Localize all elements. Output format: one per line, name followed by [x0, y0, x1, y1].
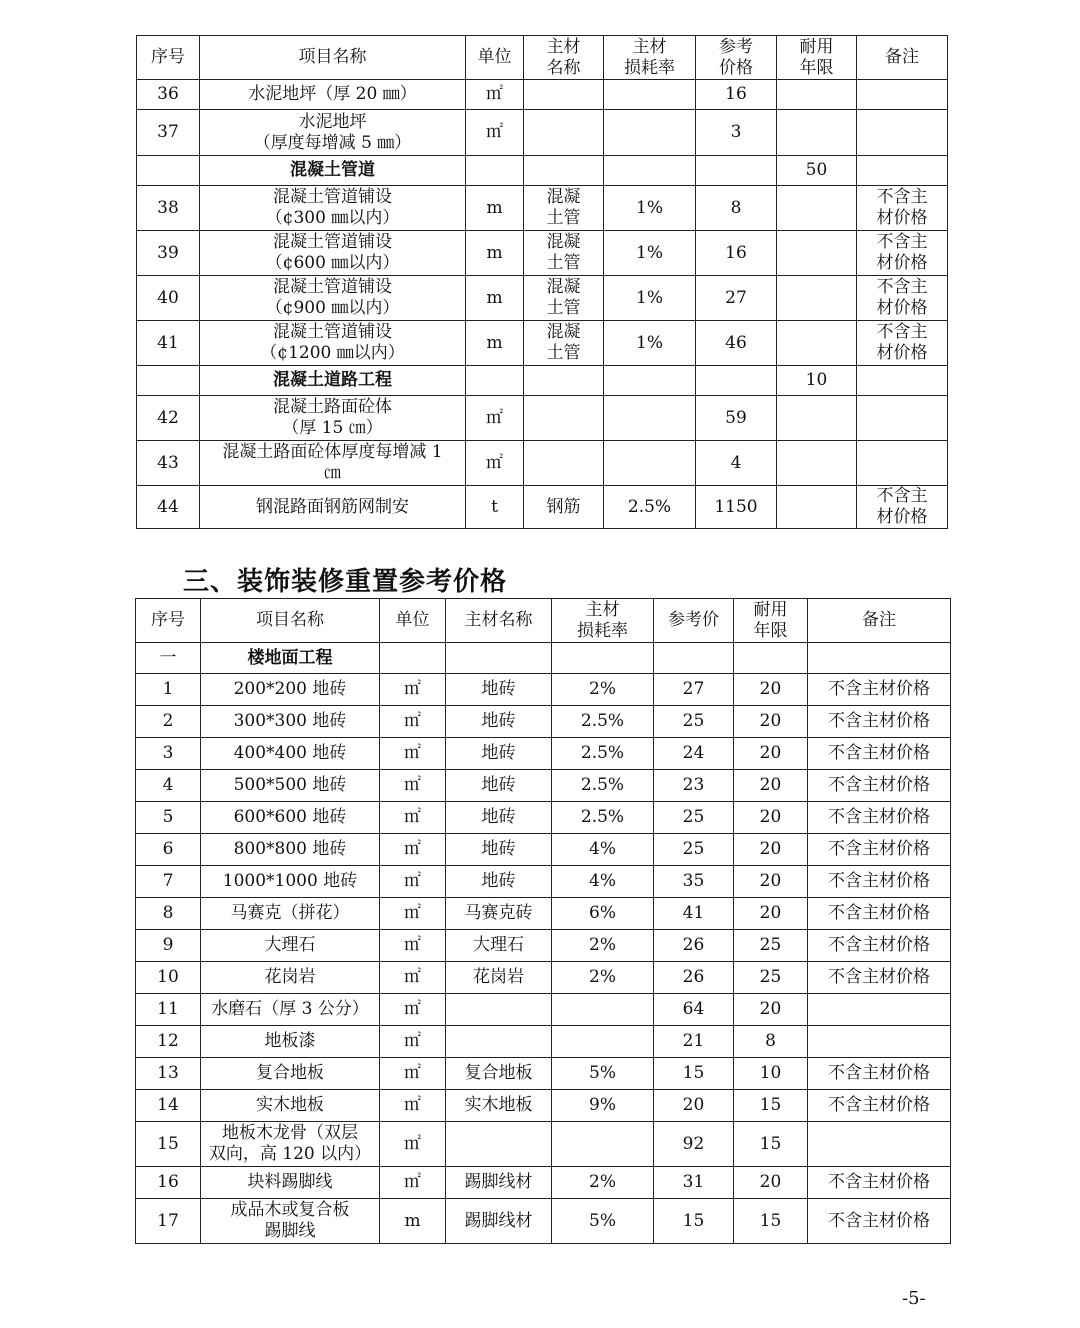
- cell-loss-rate: [604, 366, 696, 396]
- cell-unit: ㎡: [380, 802, 446, 834]
- table-row: [137, 276, 948, 321]
- cell-life: [777, 110, 857, 156]
- cell-loss-rate: 2%: [552, 962, 654, 994]
- cell-no: 4: [136, 770, 201, 802]
- cell-material: [524, 156, 604, 186]
- cell-material: 混凝 土管: [524, 276, 604, 321]
- cell-no: 5: [136, 802, 201, 834]
- section-row: [137, 366, 948, 396]
- header-life: 耐用 年限: [777, 36, 857, 80]
- cell-no: 3: [136, 738, 201, 770]
- cell-note: 不含主材价格: [808, 834, 951, 866]
- cell-loss-rate: 2%: [552, 930, 654, 962]
- cell-material: 钢筋: [524, 486, 604, 529]
- cell-price: 20: [654, 1090, 734, 1122]
- cell-note: 不含主 材价格: [857, 276, 948, 321]
- cell-item-name: 混凝土道路工程: [200, 366, 466, 396]
- cell-loss-rate: 2.5%: [552, 802, 654, 834]
- cell-unit: ㎡: [380, 962, 446, 994]
- cell-price: 15: [654, 1199, 734, 1244]
- cell-loss-rate: 4%: [552, 866, 654, 898]
- cell-unit: ㎡: [380, 1026, 446, 1058]
- cell-life: 20: [734, 994, 808, 1026]
- cell-unit: [466, 156, 524, 186]
- cell-life: [777, 186, 857, 231]
- cell-material: 花岗岩: [446, 962, 552, 994]
- cell-material: 实木地板: [446, 1090, 552, 1122]
- cell-no: 16: [136, 1167, 201, 1199]
- cell-material: [524, 441, 604, 486]
- cell-note: [808, 994, 951, 1026]
- cell-no: 2: [136, 706, 201, 738]
- cell-item-name: 块料踢脚线: [201, 1167, 380, 1199]
- header-life: 耐用 年限: [734, 599, 808, 643]
- table-row: [136, 994, 951, 1026]
- cell-note: 不含主材价格: [808, 1058, 951, 1090]
- cell-no: 38: [137, 186, 200, 231]
- cell-life: 20: [734, 866, 808, 898]
- cell-price: 24: [654, 738, 734, 770]
- cell-material: 地砖: [446, 738, 552, 770]
- header-no: 序号: [136, 599, 201, 643]
- cell-unit: ㎡: [466, 110, 524, 156]
- cell-price: 26: [654, 962, 734, 994]
- table-row: [136, 1090, 951, 1122]
- cell-life: [734, 643, 808, 674]
- cell-item-name: 600*600 地砖: [201, 802, 380, 834]
- cell-price: 64: [654, 994, 734, 1026]
- cell-item-name: 混凝土管道: [200, 156, 466, 186]
- cell-note: 不含主材价格: [808, 706, 951, 738]
- cell-life: 20: [734, 674, 808, 706]
- cell-item-name: 混凝土管道铺设 （¢600 ㎜以内）: [200, 231, 466, 276]
- cell-unit: m: [466, 231, 524, 276]
- cell-life: 20: [734, 706, 808, 738]
- cell-unit: ㎡: [466, 441, 524, 486]
- cell-life: 15: [734, 1122, 808, 1167]
- cell-item-name: 混凝土管道铺设 （¢1200 ㎜以内）: [200, 321, 466, 366]
- cell-item-name: 马赛克（拼花）: [201, 898, 380, 930]
- table-row: [137, 186, 948, 231]
- cell-price: 15: [654, 1058, 734, 1090]
- header-unit: 单位: [380, 599, 446, 643]
- cell-loss-rate: 1%: [604, 321, 696, 366]
- cell-price: 41: [654, 898, 734, 930]
- cell-loss-rate: [552, 643, 654, 674]
- cell-unit: ㎡: [380, 674, 446, 706]
- cell-unit: m: [466, 276, 524, 321]
- table-row: [136, 834, 951, 866]
- cell-note: 不含主 材价格: [857, 186, 948, 231]
- cell-note: 不含主材价格: [808, 674, 951, 706]
- cell-item-name: 地板漆: [201, 1026, 380, 1058]
- cell-no: 13: [136, 1058, 201, 1090]
- cell-life: [777, 321, 857, 366]
- cell-price: 31: [654, 1167, 734, 1199]
- cell-loss-rate: [604, 80, 696, 110]
- cell-loss-rate: 2.5%: [552, 738, 654, 770]
- cell-loss-rate: 2.5%: [552, 770, 654, 802]
- cell-price: 16: [696, 231, 777, 276]
- table-row: [137, 321, 948, 366]
- cell-note: [808, 643, 951, 674]
- cell-life: [777, 441, 857, 486]
- cell-note: 不含主 材价格: [857, 486, 948, 529]
- cell-unit: ㎡: [380, 1090, 446, 1122]
- cell-no: 41: [137, 321, 200, 366]
- cell-note: [857, 441, 948, 486]
- cell-item-name: 地板木龙骨（双层 双向，高 120 以内）: [201, 1122, 380, 1167]
- cell-note: 不含主材价格: [808, 898, 951, 930]
- cell-no: 14: [136, 1090, 201, 1122]
- cell-note: 不含主材价格: [808, 962, 951, 994]
- table-row: [136, 770, 951, 802]
- section-heading: 三、装饰装修重置参考价格: [183, 567, 508, 597]
- cell-note: 不含主 材价格: [857, 321, 948, 366]
- table-row: [136, 962, 951, 994]
- table-row: [136, 866, 951, 898]
- section-row: [137, 156, 948, 186]
- cell-material: 地砖: [446, 834, 552, 866]
- cell-item-name: 混凝土路面砼体 （厚 15 ㎝）: [200, 396, 466, 441]
- cell-no: 10: [136, 962, 201, 994]
- header-material: 主材名称: [446, 599, 552, 643]
- cell-note: [857, 396, 948, 441]
- cell-material: [524, 80, 604, 110]
- cell-price: 25: [654, 706, 734, 738]
- cell-no: 1: [136, 674, 201, 706]
- cell-loss-rate: [604, 156, 696, 186]
- cell-price: 27: [654, 674, 734, 706]
- cell-unit: ㎡: [380, 706, 446, 738]
- cell-note: [808, 1122, 951, 1167]
- cell-no: 36: [137, 80, 200, 110]
- cell-material: 地砖: [446, 770, 552, 802]
- cell-no: 8: [136, 898, 201, 930]
- cell-item-name: 复合地板: [201, 1058, 380, 1090]
- cell-material: 地砖: [446, 866, 552, 898]
- cell-no: 39: [137, 231, 200, 276]
- cell-note: 不含主材价格: [808, 930, 951, 962]
- cell-loss-rate: 1%: [604, 231, 696, 276]
- table-row: [137, 486, 948, 529]
- cell-item-name: 500*500 地砖: [201, 770, 380, 802]
- cell-unit: ㎡: [380, 834, 446, 866]
- cell-no: 11: [136, 994, 201, 1026]
- cell-unit: ㎡: [380, 930, 446, 962]
- cell-loss-rate: [552, 1122, 654, 1167]
- cell-item-name: 400*400 地砖: [201, 738, 380, 770]
- cell-material: 踢脚线材: [446, 1167, 552, 1199]
- header-item-name: 项目名称: [200, 36, 466, 80]
- cell-life: 25: [734, 930, 808, 962]
- cell-item-name: 混凝土管道铺设 （¢900 ㎜以内）: [200, 276, 466, 321]
- cell-material: 地砖: [446, 674, 552, 706]
- cell-life: 20: [734, 802, 808, 834]
- cell-price: 27: [696, 276, 777, 321]
- table-row: [136, 802, 951, 834]
- table-row: [136, 1058, 951, 1090]
- cell-life: 20: [734, 898, 808, 930]
- cell-item-name: 混凝土路面砼体厚度每增减 1 ㎝: [200, 441, 466, 486]
- cell-unit: ㎡: [380, 994, 446, 1026]
- header-no: 序号: [137, 36, 200, 80]
- cell-no: 37: [137, 110, 200, 156]
- cell-price: 1150: [696, 486, 777, 529]
- cell-material: 地砖: [446, 706, 552, 738]
- cell-life: 10: [734, 1058, 808, 1090]
- cell-item-name: 实木地板: [201, 1090, 380, 1122]
- cell-item-name: 水泥地坪 （厚度每增减 5 ㎜）: [200, 110, 466, 156]
- cell-loss-rate: 2%: [552, 1167, 654, 1199]
- cell-note: 不含主材价格: [808, 1090, 951, 1122]
- cell-price: 16: [696, 80, 777, 110]
- cell-life: 15: [734, 1199, 808, 1244]
- table-row: [136, 706, 951, 738]
- cell-life: [777, 80, 857, 110]
- header-price: 参考价: [654, 599, 734, 643]
- cell-no: 9: [136, 930, 201, 962]
- cell-loss-rate: 6%: [552, 898, 654, 930]
- cell-note: [857, 366, 948, 396]
- cell-no: 6: [136, 834, 201, 866]
- section-row: [136, 643, 951, 674]
- table-row: [136, 738, 951, 770]
- cell-life: 20: [734, 1167, 808, 1199]
- cell-no: 17: [136, 1199, 201, 1244]
- header-loss-rate: 主材 损耗率: [552, 599, 654, 643]
- cell-no: [137, 156, 200, 186]
- cell-material: [446, 1026, 552, 1058]
- cell-note: 不含主材价格: [808, 1167, 951, 1199]
- cell-material: [446, 994, 552, 1026]
- cell-no: 12: [136, 1026, 201, 1058]
- cell-no: 42: [137, 396, 200, 441]
- cell-note: 不含主材价格: [808, 770, 951, 802]
- cell-item-name: 1000*1000 地砖: [201, 866, 380, 898]
- cell-no: 7: [136, 866, 201, 898]
- cell-note: [857, 156, 948, 186]
- table-header-row: [137, 36, 948, 80]
- cell-material: [446, 643, 552, 674]
- cell-price: [696, 156, 777, 186]
- cell-material: 混凝 土管: [524, 321, 604, 366]
- cell-loss-rate: 2.5%: [604, 486, 696, 529]
- cell-unit: ㎡: [380, 770, 446, 802]
- cell-material: 混凝 土管: [524, 186, 604, 231]
- header-loss-rate: 主材 损耗率: [604, 36, 696, 80]
- cell-price: 26: [654, 930, 734, 962]
- header-unit: 单位: [466, 36, 524, 80]
- table-row: [136, 1167, 951, 1199]
- cell-unit: ㎡: [466, 80, 524, 110]
- cell-material: [446, 1122, 552, 1167]
- cell-material: 复合地板: [446, 1058, 552, 1090]
- cell-price: 8: [696, 186, 777, 231]
- table-row: [137, 110, 948, 156]
- cell-note: 不含主材价格: [808, 1199, 951, 1244]
- cell-price: [696, 366, 777, 396]
- cell-unit: [466, 366, 524, 396]
- header-price: 参考 价格: [696, 36, 777, 80]
- cell-loss-rate: 4%: [552, 834, 654, 866]
- cell-unit: t: [466, 486, 524, 529]
- cell-price: 21: [654, 1026, 734, 1058]
- cell-price: 59: [696, 396, 777, 441]
- cell-item-name: 200*200 地砖: [201, 674, 380, 706]
- cell-item-name: 混凝土管道铺设 （¢300 ㎜以内）: [200, 186, 466, 231]
- cell-item-name: 水泥地坪（厚 20 ㎜）: [200, 80, 466, 110]
- cell-item-name: 800*800 地砖: [201, 834, 380, 866]
- cell-material: 马赛克砖: [446, 898, 552, 930]
- table-row: [137, 80, 948, 110]
- cell-no: 15: [136, 1122, 201, 1167]
- header-note: 备注: [808, 599, 951, 643]
- cell-item-name: 成品木或复合板 踢脚线: [201, 1199, 380, 1244]
- cell-note: 不含主材价格: [808, 866, 951, 898]
- cell-no: 43: [137, 441, 200, 486]
- cell-price: 23: [654, 770, 734, 802]
- cell-material: 大理石: [446, 930, 552, 962]
- cell-price: 3: [696, 110, 777, 156]
- cell-price: 25: [654, 834, 734, 866]
- cell-unit: ㎡: [466, 396, 524, 441]
- cell-loss-rate: [552, 994, 654, 1026]
- cell-unit: m: [466, 321, 524, 366]
- table-row: [137, 396, 948, 441]
- cell-life: 20: [734, 738, 808, 770]
- cell-price: 4: [696, 441, 777, 486]
- cell-life: 25: [734, 962, 808, 994]
- cell-loss-rate: 5%: [552, 1199, 654, 1244]
- cell-life: 8: [734, 1026, 808, 1058]
- cell-material: 踢脚线材: [446, 1199, 552, 1244]
- table-decoration-prices: [135, 598, 951, 1244]
- header-note: 备注: [857, 36, 948, 80]
- cell-life: 15: [734, 1090, 808, 1122]
- cell-price: [654, 643, 734, 674]
- cell-material: 混凝 土管: [524, 231, 604, 276]
- cell-item-name: 300*300 地砖: [201, 706, 380, 738]
- cell-life: 50: [777, 156, 857, 186]
- cell-loss-rate: 5%: [552, 1058, 654, 1090]
- cell-item-name: 大理石: [201, 930, 380, 962]
- cell-item-name: 楼地面工程: [201, 643, 380, 674]
- table-row: [137, 231, 948, 276]
- table-row: [136, 930, 951, 962]
- cell-no: 一: [136, 643, 201, 674]
- cell-unit: ㎡: [380, 898, 446, 930]
- cell-unit: ㎡: [380, 1167, 446, 1199]
- cell-no: 44: [137, 486, 200, 529]
- cell-note: [857, 80, 948, 110]
- cell-loss-rate: 9%: [552, 1090, 654, 1122]
- cell-no: [137, 366, 200, 396]
- cell-price: 25: [654, 802, 734, 834]
- table-building-prices: [136, 35, 948, 529]
- cell-price: 35: [654, 866, 734, 898]
- cell-life: 20: [734, 770, 808, 802]
- cell-loss-rate: [604, 441, 696, 486]
- cell-unit: ㎡: [380, 738, 446, 770]
- cell-loss-rate: [604, 110, 696, 156]
- cell-material: [524, 366, 604, 396]
- cell-no: 40: [137, 276, 200, 321]
- cell-unit: m: [380, 1199, 446, 1244]
- cell-material: 地砖: [446, 802, 552, 834]
- cell-unit: m: [466, 186, 524, 231]
- cell-life: 20: [734, 834, 808, 866]
- cell-material: [524, 396, 604, 441]
- cell-unit: [380, 643, 446, 674]
- cell-item-name: 水磨石（厚 3 公分）: [201, 994, 380, 1026]
- cell-item-name: 钢混路面钢筋网制安: [200, 486, 466, 529]
- table-row: [136, 1122, 951, 1167]
- cell-price: 46: [696, 321, 777, 366]
- table-row: [137, 441, 948, 486]
- table-row: [136, 674, 951, 706]
- cell-loss-rate: 2.5%: [552, 706, 654, 738]
- cell-life: [777, 276, 857, 321]
- cell-loss-rate: 1%: [604, 276, 696, 321]
- cell-loss-rate: [604, 396, 696, 441]
- cell-note: [857, 110, 948, 156]
- cell-price: 92: [654, 1122, 734, 1167]
- cell-loss-rate: [552, 1026, 654, 1058]
- cell-unit: ㎡: [380, 1122, 446, 1167]
- header-item-name: 项目名称: [201, 599, 380, 643]
- table-row: [136, 1199, 951, 1244]
- table-header-row: [136, 599, 951, 643]
- cell-loss-rate: 2%: [552, 674, 654, 706]
- cell-note: 不含主 材价格: [857, 231, 948, 276]
- cell-material: [524, 110, 604, 156]
- cell-life: [777, 486, 857, 529]
- cell-note: 不含主材价格: [808, 738, 951, 770]
- cell-item-name: 花岗岩: [201, 962, 380, 994]
- cell-life: [777, 396, 857, 441]
- cell-note: [808, 1026, 951, 1058]
- header-material: 主材 名称: [524, 36, 604, 80]
- cell-life: 10: [777, 366, 857, 396]
- cell-loss-rate: 1%: [604, 186, 696, 231]
- cell-life: [777, 231, 857, 276]
- table-row: [136, 1026, 951, 1058]
- cell-unit: ㎡: [380, 866, 446, 898]
- page-number: -5-: [902, 1288, 926, 1309]
- table-row: [136, 898, 951, 930]
- cell-unit: ㎡: [380, 1058, 446, 1090]
- cell-note: 不含主材价格: [808, 802, 951, 834]
